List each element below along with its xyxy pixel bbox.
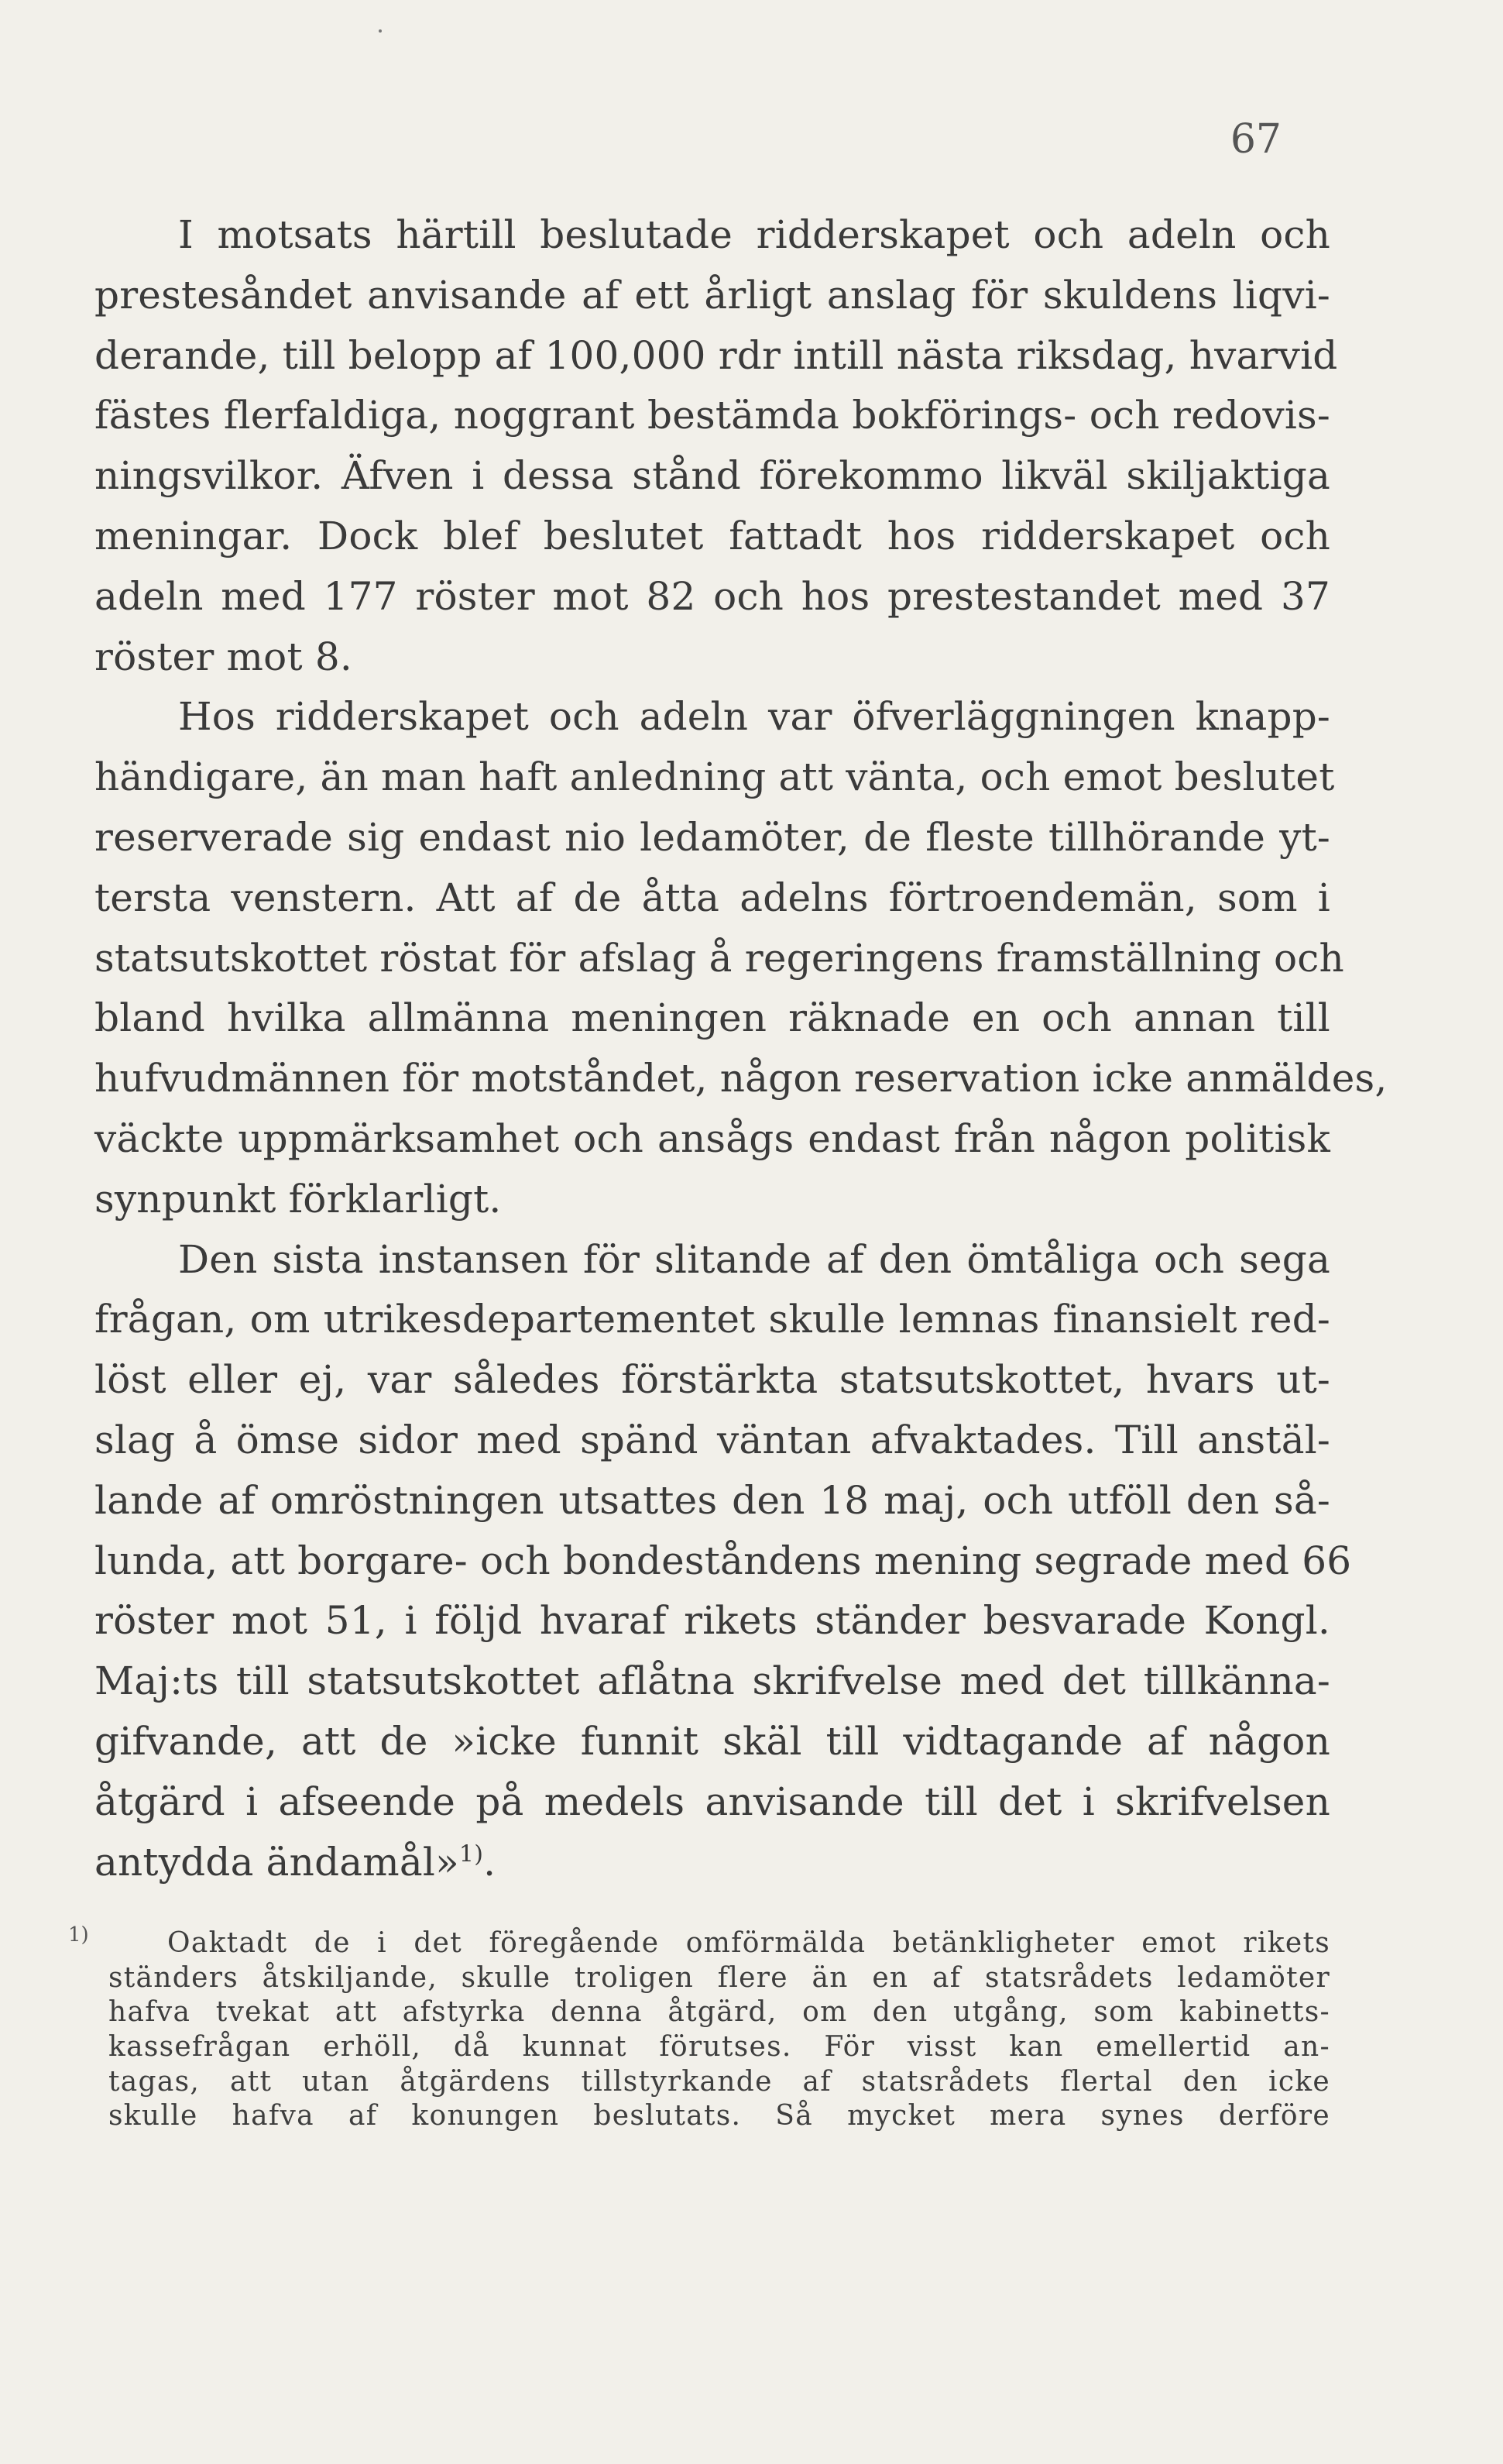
text-line: lande af omröstningen utsattes den 18 maj, och utföll den så- [94, 1477, 1330, 1523]
text-line: adeln med 177 röster mot 82 och hos prestestandet med 37 [94, 573, 1330, 619]
text-line: fästes flerfaldiga, noggrant bestämda bokförings- och redovis- [94, 393, 1330, 438]
text-line: Hos ridderskapet och adeln var öfverläggningen knapp- [178, 694, 1330, 740]
text-line: I motsats härtill beslutade ridderskapet och adeln och [178, 212, 1330, 257]
sentence-end: . [483, 1839, 496, 1885]
footnote-line: tagas, att utan åtgärdens tillstyrkande af statsrådets flertal den icke [108, 2065, 1330, 2098]
text-line: slag å ömse sidor med spänd väntan afvaktades. Till anstäl- [94, 1417, 1330, 1462]
text-line: Maj:ts till statsutskottet aflåtna skrifvelse med det tillkänna- [94, 1658, 1330, 1704]
text-line: väckte uppmärksamhet och ansågs endast från någon politisk [94, 1115, 1330, 1161]
text-line: statsutskottet röstat för afslag å regeringens framställning och [94, 935, 1344, 981]
footnote-marker: 1) [68, 1923, 89, 1947]
text-line: hufvudmännen för motståndet, någon reservation icke anmäldes, [94, 1056, 1388, 1101]
footnote-line: Oaktadt de i det föregående omförmälda betänkligheter emot rikets [167, 1927, 1330, 1959]
text-line: händigare, än man haft anledning att vänta, och emot beslutet [94, 754, 1335, 800]
footnote-line: ständers åtskiljande, skulle troligen flere än en af statsrådets ledamöter [108, 1961, 1330, 1994]
ink-speck [379, 29, 382, 33]
text-line: frågan, om utrikesdepartementet skulle lemnas finansielt red- [94, 1297, 1330, 1342]
text-line: åtgärd i afseende på medels anvisande till det i skrifvelsen [94, 1778, 1330, 1824]
page-number: 67 [1230, 116, 1282, 163]
text-line: löst eller ej, var således förstärkta statsutskottet, hvars ut- [94, 1357, 1330, 1403]
text-line-with-note [94, 1833, 1330, 1893]
text-line: tersta venstern. Att af de åtta adelns förtroendemän, som i [94, 875, 1330, 920]
footnote [108, 1926, 1330, 2134]
text-line: gifvande, att de »icke funnit skäl till vidtagande af någon [94, 1718, 1330, 1764]
text-line: derande, till belopp af 100,000 rdr intill nästa riksdag, hvarvid [94, 332, 1338, 378]
body-text [94, 205, 1388, 1892]
footnote-line: hafva tvekat att afstyrka denna åtgärd, om den utgång, som kabinetts- [108, 1996, 1330, 2029]
text-line: antydda ändamål» [94, 1839, 459, 1885]
text-line: meningar. Dock blef beslutet fattadt hos ridderskapet och [94, 513, 1330, 558]
text-line: Den sista instansen för slitande af den ömtåliga och sega [178, 1236, 1330, 1282]
text-line: röster mot 8. [94, 634, 352, 679]
text-line: ningsvilkor. Äfven i dessa stånd förekommo likväl skiljaktiga [94, 453, 1330, 499]
text-line: reserverade sig endast nio ledamöter, de fleste tillhörande yt- [94, 814, 1330, 860]
footnote-line: kassefrågan erhöll, då kunnat förutses. För visst kan emellertid an- [108, 2031, 1330, 2064]
text-line: röster mot 51, i följd hvaraf rikets ständer besvarade Kongl. [94, 1598, 1330, 1644]
footnote-reference: 1) [458, 1840, 484, 1868]
text-line: bland hvilka allmänna meningen räknade en och annan till [94, 995, 1330, 1041]
text-line: prestesåndet anvisande af ett årligt anslag för skuldens liqvi- [94, 272, 1330, 318]
text-line: lunda, att borgare- och bondeståndens mening segrade med 66 [94, 1538, 1352, 1583]
footnote-line: skulle hafva af konungen beslutats. Så mycket mera synes derföre [108, 2100, 1330, 2132]
text-line: synpunkt förklarligt. [94, 1176, 502, 1222]
